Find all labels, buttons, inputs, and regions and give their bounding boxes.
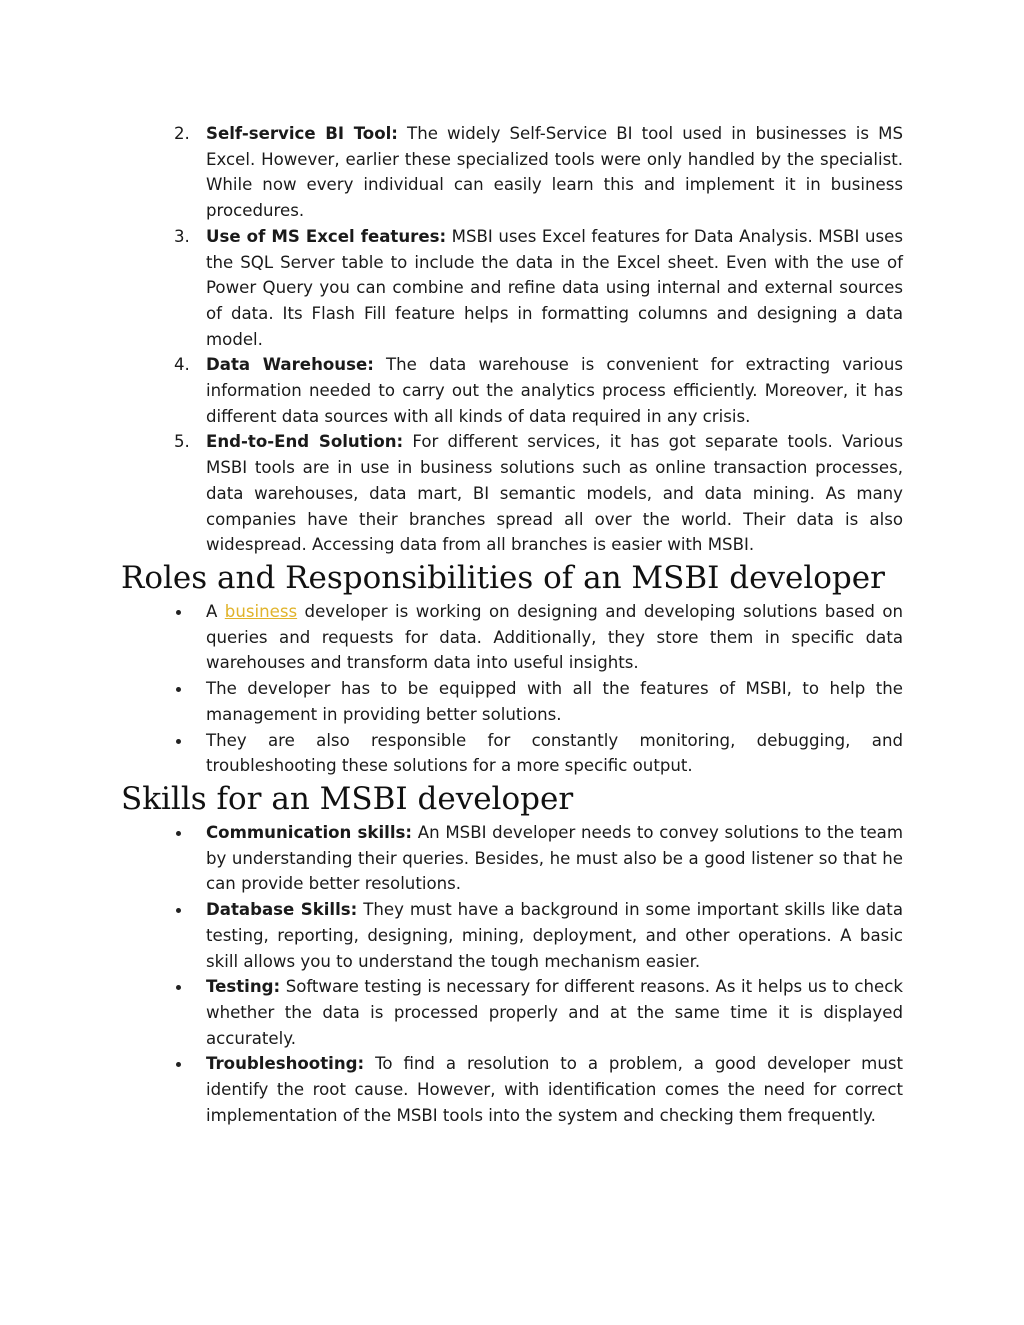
item-text: The developer has to be equipped with all the features of MSBI, to help the management in providing better solutions. (206, 679, 903, 724)
item-text: The widely Self-Service BI tool used in businesses is MS Excel. However, earlier these specialized tools were only handled by the specialist. While now every individual can easily learn this and implement it in business procedures. (206, 124, 904, 221)
list-number: 2. (174, 124, 190, 143)
skills-heading: Skills for an MSBI developer (121, 781, 574, 817)
list-item (0, 224, 903, 353)
item-text: A (206, 602, 225, 621)
list-item (0, 676, 903, 727)
item-text: An MSBI developer needs to convey solutions to the team by understanding their queries. Besides, he must also be a good listener so that he can provide better resolutions. (206, 823, 903, 894)
item-text: The data warehouse is convenient for extracting various information needed to carry out the analytics process efficiently. Moreover, it has different data sources with all kinds of data required in any crisis. (206, 355, 903, 426)
bullet-icon (176, 1062, 181, 1067)
features-ordered-list (0, 121, 1024, 558)
item-text: For different services, it has got separate tools. Various MSBI tools are in use in business solutions such as online transaction processes, data warehouses, data mart, BI semantic models, and data mining. As many companies have their branches spread all over the world. Their data is also widespread. Accessing data from all branches is easier with MSBI. (206, 432, 903, 555)
bullet-icon (176, 985, 181, 990)
list-item (0, 897, 903, 974)
list-number: 5. (174, 432, 190, 452)
roles-heading: Roles and Responsibilities of an MSBI developer (121, 560, 885, 596)
skills-list (0, 820, 1024, 1128)
list-item (0, 121, 903, 224)
roles-list (0, 599, 1024, 779)
list-item (0, 820, 903, 897)
list-item (0, 728, 903, 779)
item-title: Testing: (206, 977, 281, 997)
list-number: 3. (174, 226, 190, 246)
item-text: MSBI uses Excel features for Data Analysis. MSBI uses the SQL Server table to include the data in the Excel sheet. Even with the use of Power Query you can combine and refine data using internal and external sources of data. Its Flash Fill feature helps in formatting columns and designing a data model. (206, 226, 903, 349)
bullet-icon (176, 908, 181, 913)
item-text: Software testing is necessary for different reasons. As it helps us to check whether the data is processed properly and at the same time it is displayed accurately. (206, 977, 903, 1048)
bullet-icon (176, 739, 181, 744)
list-item (0, 1051, 903, 1128)
item-title: Database Skills: (206, 900, 358, 920)
item-text: They must have a background in some important skills like data testing, reporting, designing, mining, deployment, and other operations. A basic skill allows you to understand the tough mechanism easier. (206, 900, 903, 971)
bullet-icon (176, 831, 181, 836)
bullet-icon (176, 687, 181, 692)
list-number: 4. (174, 355, 190, 375)
item-text: They are also responsible for constantly monitoring, debugging, and troubleshooting these solutions for a more specific output. (206, 730, 903, 776)
item-title: Use of MS Excel features: (206, 226, 447, 246)
roles-section (0, 557, 1024, 779)
business-link[interactable]: business (224, 602, 298, 621)
item-title: Self-service BI Tool: (206, 124, 398, 143)
skills-section (0, 778, 1024, 1128)
item-title: End-to-End Solution: (206, 432, 404, 452)
item-title: Data Warehouse: (206, 355, 374, 375)
bullet-icon (176, 610, 181, 615)
list-item (0, 429, 903, 558)
list-item (0, 352, 903, 429)
item-title: Communication skills: (206, 823, 413, 842)
item-title: Troubleshooting: (206, 1054, 365, 1074)
item-text: To find a resolution to a problem, a good developer must identify the root cause. However, with identification comes the need for correct implementation of the MSBI tools into the system and checking them frequently. (206, 1054, 903, 1125)
list-item (0, 974, 903, 1051)
item-text: developer is working on designing and developing solutions based on queries and requests for data. Additionally, they store them in specific data warehouses and transform data into useful insights. (206, 602, 903, 673)
list-item (0, 599, 903, 676)
